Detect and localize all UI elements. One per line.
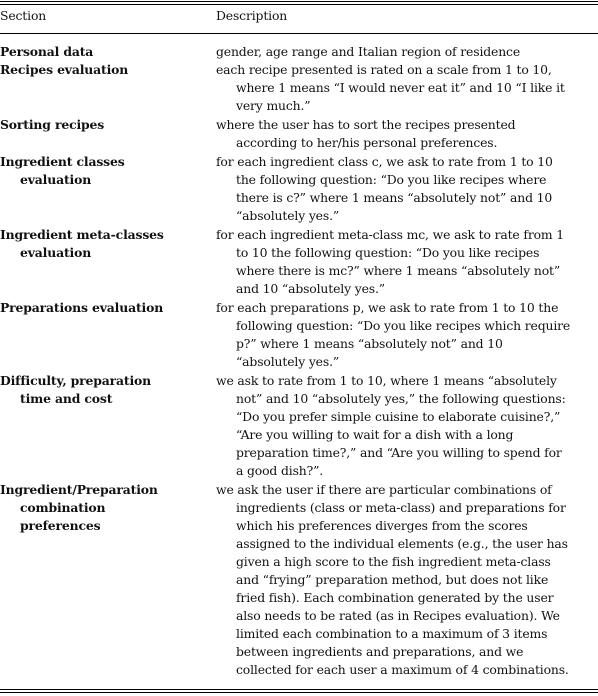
row-description-ingredient-classes: [216, 153, 553, 225]
description-line: “absolutely yes.”: [236, 208, 340, 223]
row-section-ingredient-meta-classes: [0, 226, 164, 262]
column-header-description: Description: [216, 8, 288, 23]
header-rule: [0, 33, 598, 34]
section-line: evaluation: [20, 172, 92, 187]
row-description-ingredient-meta-classes: [216, 226, 564, 298]
description-line: gender, age range and Italian region of residence: [216, 44, 521, 59]
description-line: assigned to the individual elements (e.g., the user has: [236, 536, 568, 551]
top-rule-inner: [0, 4, 598, 5]
description-line: and “frying” preparation method, but does not like: [236, 572, 549, 587]
row-section-combination-preferences: [0, 481, 158, 535]
description-line: collected for each user a maximum of 4 combinations.: [236, 662, 569, 677]
description-line: we ask to rate from 1 to 10, where 1 means “absolutely: [216, 373, 557, 388]
row-description-difficulty-time-cost: [216, 372, 566, 480]
section-line: Difficulty, preparation: [0, 373, 152, 388]
description-line: which his preferences diverges from the scores: [236, 518, 528, 533]
description-line: there is c?” where 1 means “absolutely not” and 10: [236, 190, 553, 205]
section-line: Sorting recipes: [0, 117, 105, 132]
description-line: the following question: “Do you like recipes where: [236, 172, 547, 187]
row-section-ingredient-classes: [0, 153, 125, 189]
section-line: combination: [20, 500, 106, 515]
top-rule-outer: [0, 1, 598, 2]
row-section-preparations-evaluation: [0, 299, 163, 317]
description-line: p?” where 1 means “absolutely not” and 10: [236, 336, 503, 351]
row-description-combination-preferences: [216, 481, 569, 679]
row-description-recipes-evaluation: [216, 61, 565, 115]
description-line: “Are you willing to wait for a dish with a long: [236, 427, 514, 442]
section-line: Ingredient classes: [0, 154, 125, 169]
description-line: a good dish?”.: [236, 463, 324, 478]
section-line: Recipes evaluation: [0, 62, 129, 77]
description-line: between ingredients and preparations, and we: [236, 644, 524, 659]
description-line: and 10 “absolutely yes.”: [236, 281, 385, 296]
section-line: Preparations evaluation: [0, 300, 164, 315]
description-line: “absolutely yes.”: [236, 354, 340, 369]
description-line: fried fish). Each combination generated by the user: [236, 590, 554, 605]
bottom-rule-inner: [0, 689, 598, 690]
description-line: limited each combination to a maximum of 3 items: [236, 626, 548, 641]
row-description-sorting-recipes: [216, 116, 515, 152]
description-line: “Do you prefer simple cuisine to elaborate cuisine?,”: [236, 409, 561, 424]
description-line: for each ingredient meta-class mc, we ask to rate from 1: [216, 227, 565, 242]
description-line: given a high score to the fish ingredient meta-class: [236, 554, 551, 569]
description-line: not” and 10 “absolutely yes,” the following questions:: [236, 391, 566, 406]
row-description-personal-data: [216, 43, 520, 61]
row-description-preparations-evaluation: [216, 299, 570, 371]
section-line: Ingredient/Preparation: [0, 482, 158, 497]
bottom-rule-outer: [0, 692, 598, 693]
description-line: where 1 means “I would never eat it” and 10 “I like it: [236, 80, 565, 95]
description-line: preparation time?,” and “Are you willing to spend for: [236, 445, 562, 460]
row-section-sorting-recipes: [0, 116, 104, 134]
section-line: Ingredient meta-classes: [0, 227, 164, 242]
section-line: Personal data: [0, 44, 94, 59]
description-line: for each preparations p, we ask to rate from 1 to 10 the: [216, 300, 559, 315]
row-section-personal-data: [0, 43, 93, 61]
description-line: to 10 the following question: “Do you like recipes: [236, 245, 540, 260]
column-header-section: Section: [0, 8, 47, 23]
description-line: each recipe presented is rated on a scale from 1 to 10,: [216, 62, 552, 77]
description-line: according to her/his personal preferences.: [236, 135, 498, 150]
section-line: time and cost: [20, 391, 113, 406]
row-section-recipes-evaluation: [0, 61, 128, 79]
description-line: very much.”: [236, 98, 311, 113]
description-line: following question: “Do you like recipes which require: [236, 318, 571, 333]
section-line: preferences: [20, 518, 101, 533]
section-line: evaluation: [20, 245, 92, 260]
row-section-difficulty-time-cost: [0, 372, 151, 408]
description-line: ingredients (class or meta-class) and preparations for: [236, 500, 566, 515]
description-line: we ask the user if there are particular combinations of: [216, 482, 552, 497]
description-line: for each ingredient class c, we ask to rate from 1 to 10: [216, 154, 553, 169]
description-line: where there is mc?” where 1 means “absolutely not”: [236, 263, 561, 278]
description-line: where the user has to sort the recipes presented: [216, 117, 516, 132]
description-line: also needs to be rated (as in Recipes evaluation). We: [236, 608, 560, 623]
